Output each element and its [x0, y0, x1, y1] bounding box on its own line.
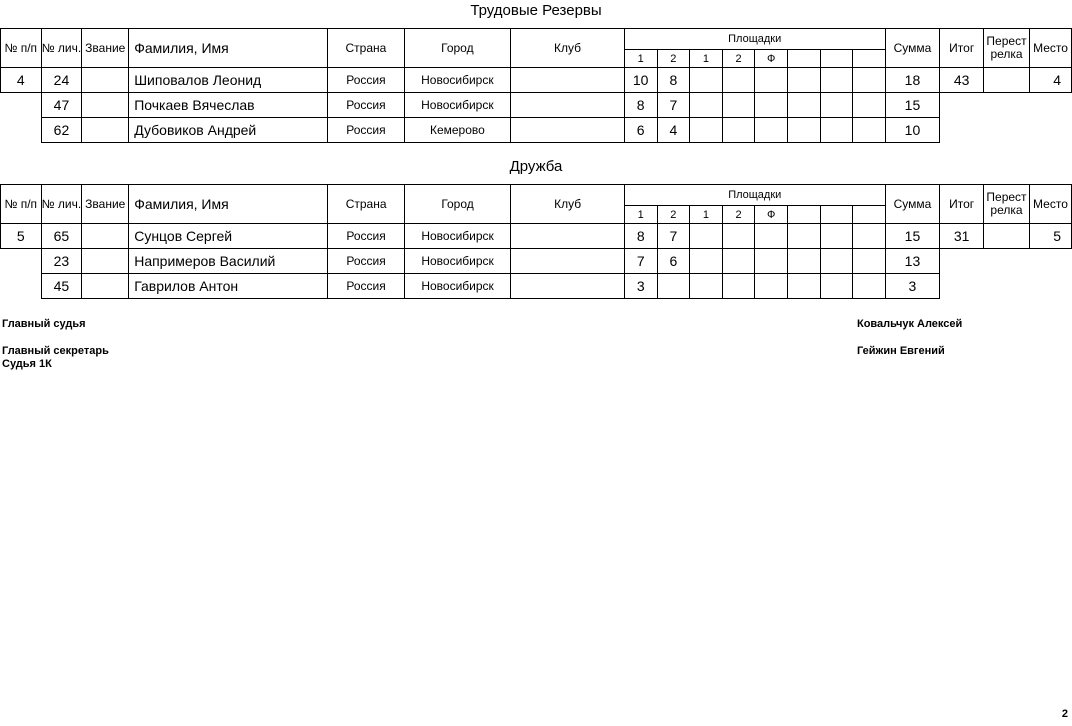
score-cell [755, 224, 788, 249]
country-cell: Россия [328, 224, 404, 249]
header-area-4: 2 [722, 50, 755, 68]
team-title: Дружба [509, 158, 563, 175]
empty-cell [940, 118, 984, 143]
club-cell [511, 93, 625, 118]
license-cell: 45 [41, 274, 82, 299]
header-place: Место [1029, 29, 1071, 68]
header-rerun: Перест релка [984, 29, 1030, 68]
score-cell [853, 249, 886, 274]
score-cell [690, 93, 723, 118]
header-rank: Звание [82, 185, 129, 224]
club-cell [511, 68, 625, 93]
score-cell [722, 249, 755, 274]
empty-cell [1029, 118, 1071, 143]
score-cell [788, 274, 821, 299]
name-cell: Шиповалов Леонид [129, 68, 328, 93]
license-cell: 62 [41, 118, 82, 143]
score-cell: 8 [624, 93, 657, 118]
rank-cell [82, 249, 129, 274]
score-cell [820, 68, 853, 93]
rank-cell [82, 118, 129, 143]
club-cell [511, 118, 625, 143]
header-name: Фамилия, Имя [129, 29, 328, 68]
chief-secretary-label: Главный секретарь [2, 345, 109, 357]
score-cell [820, 249, 853, 274]
score-cell [657, 274, 690, 299]
table-row [1, 224, 1072, 249]
header-city: Город [404, 185, 510, 224]
table-row [1, 274, 1072, 299]
city-cell: Кемерово [404, 118, 510, 143]
score-cell [820, 93, 853, 118]
rank-cell [82, 224, 129, 249]
score-cell [788, 249, 821, 274]
page-number: 2 [1061, 708, 1068, 720]
score-cell: 7 [657, 93, 690, 118]
empty-cell [940, 274, 984, 299]
table-row [1, 118, 1072, 143]
city-cell: Новосибирск [404, 249, 510, 274]
header-area-6 [788, 206, 821, 224]
score-cell [755, 118, 788, 143]
score-cell [853, 224, 886, 249]
rank-cell [82, 68, 129, 93]
name-cell: Гаврилов Антон [129, 274, 328, 299]
rank-cell [82, 93, 129, 118]
table-row [1, 93, 1072, 118]
secretary-rank: Судья 1К [2, 358, 52, 370]
header-name: Фамилия, Имя [129, 185, 328, 224]
score-cell: 7 [657, 224, 690, 249]
score-cell [722, 118, 755, 143]
sum-cell: 18 [885, 68, 940, 93]
score-cell [853, 68, 886, 93]
header-area-3: 1 [690, 50, 723, 68]
header-area-5: Ф [755, 206, 788, 224]
name-cell: Напримеров Василий [129, 249, 328, 274]
score-cell [690, 274, 723, 299]
score-cell: 8 [657, 68, 690, 93]
country-cell: Россия [328, 68, 404, 93]
city-cell: Новосибирск [404, 68, 510, 93]
score-cell [788, 68, 821, 93]
name-cell: Почкаев Вячеслав [129, 93, 328, 118]
score-cell [788, 93, 821, 118]
license-cell: 24 [41, 68, 82, 93]
chief-judge-label: Главный судья [2, 318, 86, 330]
team-rerun-cell [984, 224, 1030, 249]
empty-cell [940, 249, 984, 274]
table-row [1, 68, 1072, 93]
license-cell: 23 [41, 249, 82, 274]
chief-judge-name: Ковальчук Алексей [857, 318, 963, 330]
score-cell: 6 [657, 249, 690, 274]
score-cell: 4 [657, 118, 690, 143]
table-header-row [1, 185, 1072, 206]
header-club: Клуб [511, 29, 625, 68]
team-total-cell: 43 [940, 68, 984, 93]
header-area-1: 1 [624, 50, 657, 68]
header-area-8 [853, 50, 886, 68]
empty-cell [1, 274, 42, 299]
empty-cell [1, 93, 42, 118]
team-results-table [0, 184, 1072, 299]
header-areas: Площадки [624, 29, 885, 50]
empty-cell [1029, 93, 1071, 118]
empty-cell [1, 249, 42, 274]
table-row [1, 249, 1072, 274]
score-cell [755, 68, 788, 93]
team-rerun-cell [984, 68, 1030, 93]
team-place-cell: 4 [1029, 68, 1071, 93]
empty-cell [1029, 274, 1071, 299]
score-cell [690, 249, 723, 274]
score-cell [853, 118, 886, 143]
score-cell [690, 68, 723, 93]
country-cell: Россия [328, 118, 404, 143]
score-cell [690, 118, 723, 143]
score-cell [755, 249, 788, 274]
header-num: № п/п [1, 185, 42, 224]
country-cell: Россия [328, 249, 404, 274]
country-cell: Россия [328, 93, 404, 118]
empty-cell [1029, 249, 1071, 274]
chief-secretary-name: Гейжин Евгений [857, 345, 945, 357]
sum-cell: 13 [885, 249, 940, 274]
header-area-3: 1 [690, 206, 723, 224]
header-area-8 [853, 206, 886, 224]
score-cell [722, 274, 755, 299]
club-cell [511, 224, 625, 249]
city-cell: Новосибирск [404, 274, 510, 299]
header-rank: Звание [82, 29, 129, 68]
empty-cell [1, 118, 42, 143]
header-area-7 [820, 50, 853, 68]
score-cell: 8 [624, 224, 657, 249]
sum-cell: 15 [885, 93, 940, 118]
sum-cell: 10 [885, 118, 940, 143]
empty-cell [984, 93, 1030, 118]
rank-cell [82, 274, 129, 299]
header-sum: Сумма [885, 29, 940, 68]
club-cell [511, 274, 625, 299]
team-place-cell: 5 [1029, 224, 1071, 249]
score-cell [755, 274, 788, 299]
sum-cell: 3 [885, 274, 940, 299]
score-cell [853, 93, 886, 118]
header-num: № п/п [1, 29, 42, 68]
header-country: Страна [328, 185, 404, 224]
score-cell [722, 68, 755, 93]
team-number-cell: 5 [1, 224, 42, 249]
header-sum: Сумма [885, 185, 940, 224]
header-areas: Площадки [624, 185, 885, 206]
header-area-1: 1 [624, 206, 657, 224]
name-cell: Сунцов Сергей [129, 224, 328, 249]
header-area-6 [788, 50, 821, 68]
empty-cell [984, 118, 1030, 143]
header-total: Итог [940, 29, 984, 68]
score-cell [755, 93, 788, 118]
city-cell: Новосибирск [404, 224, 510, 249]
score-cell [690, 224, 723, 249]
score-cell [853, 274, 886, 299]
header-area-2: 2 [657, 206, 690, 224]
header-license: № лич. [41, 29, 82, 68]
table-header-row [1, 29, 1072, 50]
sum-cell: 15 [885, 224, 940, 249]
score-cell: 3 [624, 274, 657, 299]
score-cell [820, 274, 853, 299]
header-area-2: 2 [657, 50, 690, 68]
empty-cell [984, 274, 1030, 299]
header-rerun: Перест релка [984, 185, 1030, 224]
header-total: Итог [940, 185, 984, 224]
license-cell: 47 [41, 93, 82, 118]
header-country: Страна [328, 29, 404, 68]
score-cell [722, 93, 755, 118]
header-area-4: 2 [722, 206, 755, 224]
team-total-cell: 31 [940, 224, 984, 249]
team-results-table [0, 28, 1072, 143]
score-cell: 6 [624, 118, 657, 143]
header-club: Клуб [511, 185, 625, 224]
team-title: Трудовые Резервы [470, 2, 602, 19]
city-cell: Новосибирск [404, 93, 510, 118]
name-cell: Дубовиков Андрей [129, 118, 328, 143]
empty-cell [940, 93, 984, 118]
score-cell: 7 [624, 249, 657, 274]
score-cell [722, 224, 755, 249]
header-area-7 [820, 206, 853, 224]
empty-cell [984, 249, 1030, 274]
header-city: Город [404, 29, 510, 68]
score-cell: 10 [624, 68, 657, 93]
country-cell: Россия [328, 274, 404, 299]
header-place: Место [1029, 185, 1071, 224]
score-cell [820, 118, 853, 143]
score-cell [788, 224, 821, 249]
team-number-cell: 4 [1, 68, 42, 93]
club-cell [511, 249, 625, 274]
license-cell: 65 [41, 224, 82, 249]
header-license: № лич. [41, 185, 82, 224]
header-area-5: Ф [755, 50, 788, 68]
score-cell [820, 224, 853, 249]
score-cell [788, 118, 821, 143]
